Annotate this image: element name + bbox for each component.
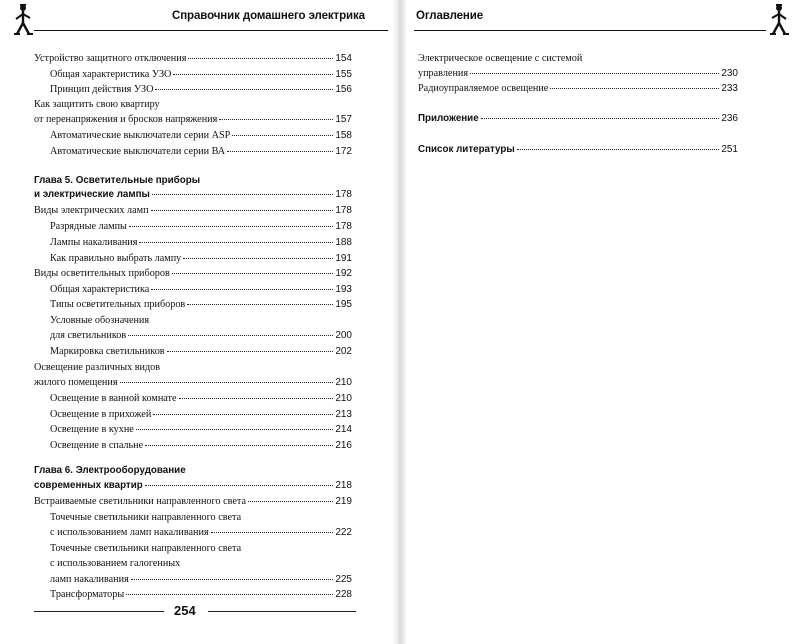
- toc-entry-page: 154: [335, 53, 352, 64]
- toc-entry-page: 192: [335, 268, 352, 279]
- toc-entry-page: 178: [335, 221, 352, 232]
- toc-entry[interactable]: [34, 376, 352, 389]
- toc-entry[interactable]: [34, 52, 352, 65]
- toc-entry[interactable]: [50, 329, 352, 342]
- toc-entry[interactable]: [50, 392, 352, 405]
- toc-entry-title: Освещение в кухне: [50, 424, 134, 435]
- toc-leader-dots: [550, 88, 719, 89]
- toc-entry-page: 251: [721, 144, 738, 155]
- toc-entry-title: Лампы накаливания: [50, 237, 138, 248]
- toc-leader-dots: [167, 351, 334, 352]
- toc-entry-page: 210: [335, 393, 352, 404]
- right-running-header: Оглавление: [416, 10, 484, 22]
- toc-entry[interactable]: [50, 345, 352, 358]
- toc-entry-page: 200: [335, 330, 352, 341]
- toc-leader-dots: [183, 258, 333, 259]
- toc-leader-dots: [153, 414, 333, 415]
- toc-entry-title: Маркировка светильников: [50, 346, 165, 357]
- toc-leader-dots: [470, 73, 719, 74]
- toc-entry-page: 202: [335, 346, 352, 357]
- toc-entry-title: Освещение в спальне: [50, 440, 144, 451]
- toc-leader-dots: [126, 594, 333, 595]
- right-page: [400, 0, 800, 644]
- toc-entry-page: 193: [335, 284, 352, 295]
- toc-entry-lead: Освещение различных видов: [34, 362, 161, 373]
- toc-leader-dots: [219, 119, 333, 120]
- toc-entry[interactable]: [34, 204, 352, 217]
- toc-entry-title: Виды электрических ламп: [34, 205, 149, 216]
- toc-entry-title: Разрядные лампы: [50, 221, 127, 232]
- toc-entry[interactable]: [418, 67, 738, 80]
- toc-entry-page: 158: [335, 130, 352, 141]
- toc-entry[interactable]: [50, 423, 352, 436]
- toc-entry-title: Список литературы: [418, 144, 515, 155]
- toc-entry-title: Как правильно выбрать лампу: [50, 253, 182, 264]
- toc-entry[interactable]: [50, 573, 352, 586]
- toc-entry-page: 218: [335, 480, 352, 491]
- toc-entry-lead: Точечные светильники направленного света: [50, 512, 242, 523]
- toc-entry[interactable]: [50, 439, 352, 452]
- toc-entry-title: с использованием ламп накаливания: [50, 527, 209, 538]
- toc-leader-dots: [129, 226, 333, 227]
- toc-entry-page: 233: [721, 83, 738, 94]
- toc-entry-page: 213: [335, 409, 352, 420]
- toc-leader-dots: [188, 58, 333, 59]
- toc-leader-dots: [248, 501, 333, 502]
- toc-entry[interactable]: [50, 298, 352, 311]
- running-man-logo-icon: [12, 4, 34, 36]
- toc-entry[interactable]: [50, 68, 352, 81]
- toc-entry[interactable]: [50, 236, 352, 249]
- toc-entry-title: жилого помещения: [34, 377, 118, 388]
- toc-entry-title: Освещение в ванной комнате: [50, 393, 177, 404]
- toc-leader-dots: [152, 194, 333, 195]
- left-header-rule: [34, 30, 388, 31]
- toc-entry[interactable]: [50, 283, 352, 296]
- footer-rule-right: [208, 611, 356, 612]
- toc-leader-dots: [131, 579, 334, 580]
- toc-entry[interactable]: [50, 408, 352, 421]
- toc-entry[interactable]: [34, 479, 352, 492]
- toc-entry-title: Типы осветительных приборов: [50, 299, 186, 310]
- toc-entry-page: 191: [335, 253, 352, 264]
- running-man-logo-icon: [768, 4, 790, 36]
- toc-entry-title: Трансформаторы: [50, 589, 125, 600]
- toc-entry-title: Общая характеристика УЗО: [50, 69, 172, 80]
- toc-entry-page: 236: [721, 113, 738, 124]
- toc-entry[interactable]: [50, 588, 352, 601]
- toc-entry[interactable]: [34, 188, 352, 201]
- toc-entry-lead: Как защитить свою квартиру: [34, 99, 160, 110]
- toc-entry-title: Освещение в прихожей: [50, 409, 152, 420]
- toc-leader-dots: [172, 273, 334, 274]
- chapter-heading: Глава 6. Электрооборудование: [34, 465, 186, 476]
- toc-entry-lead: с использованием галогенных: [50, 558, 181, 569]
- toc-entry-page: 228: [335, 589, 352, 600]
- toc-entry-title: для светильников: [50, 330, 127, 341]
- toc-entry[interactable]: [50, 252, 352, 265]
- toc-leader-dots: [227, 151, 333, 152]
- toc-leader-dots: [136, 429, 333, 430]
- toc-entry-page: 210: [335, 377, 352, 388]
- toc-entry-title: ламп накаливания: [50, 574, 129, 585]
- toc-entry[interactable]: [50, 220, 352, 233]
- page-number: 254: [174, 603, 196, 618]
- toc-entry-page: 155: [335, 69, 352, 80]
- toc-leader-dots: [151, 289, 333, 290]
- toc-entry-title: Принцип действия УЗО: [50, 84, 154, 95]
- toc-entry-title: Автоматические выключатели серии ASP: [50, 130, 231, 141]
- toc-entry[interactable]: [34, 495, 352, 508]
- toc-entry-page: 219: [335, 496, 352, 507]
- toc-entry-page: 216: [335, 440, 352, 451]
- toc-entry-page: 195: [335, 299, 352, 310]
- toc-entry[interactable]: [418, 143, 738, 156]
- toc-entry[interactable]: [50, 129, 352, 142]
- toc-entry-title: Радиоуправляемое освещение: [418, 83, 549, 94]
- toc-entry-title: Виды осветительных приборов: [34, 268, 170, 279]
- toc-leader-dots: [145, 445, 333, 446]
- toc-entry-page: 214: [335, 424, 352, 435]
- toc-entry-page: 178: [335, 205, 352, 216]
- toc-entry[interactable]: [50, 526, 352, 539]
- left-running-header: Справочник домашнего электрика: [172, 10, 365, 22]
- toc-entry-lead: Точечные светильники направленного света: [50, 543, 242, 554]
- toc-entry-page: 156: [335, 84, 352, 95]
- toc-leader-dots: [128, 335, 333, 336]
- toc-entry-title: Встраиваемые светильники направленного света: [34, 496, 246, 507]
- toc-entry-page: 172: [335, 146, 352, 157]
- toc-entry-page: 157: [335, 114, 352, 125]
- toc-leader-dots: [155, 89, 333, 90]
- toc-entry[interactable]: [418, 82, 738, 95]
- toc-leader-dots: [139, 242, 333, 243]
- toc-entry[interactable]: [50, 83, 352, 96]
- toc-leader-dots: [232, 135, 333, 136]
- toc-leader-dots: [173, 74, 333, 75]
- toc-leader-dots: [481, 118, 720, 119]
- toc-entry-title: Устройство защитного отключения: [34, 53, 187, 64]
- toc-entry[interactable]: [34, 267, 352, 280]
- toc-entry-page: 178: [335, 189, 352, 200]
- toc-entry[interactable]: [50, 145, 352, 158]
- toc-leader-dots: [187, 304, 333, 305]
- toc-entry[interactable]: [34, 113, 352, 126]
- toc-leader-dots: [145, 485, 334, 486]
- toc-entry-lead: Условные обозначения: [50, 315, 150, 326]
- toc-leader-dots: [120, 382, 334, 383]
- toc-entry-title: Приложение: [418, 113, 479, 124]
- toc-leader-dots: [151, 210, 334, 211]
- toc-entry-page: 230: [721, 68, 738, 79]
- toc-leader-dots: [179, 398, 334, 399]
- toc-entry-page: 225: [335, 574, 352, 585]
- toc-entry[interactable]: [418, 112, 738, 125]
- toc-entry-title: управления: [418, 68, 469, 79]
- toc-entry-title: Автоматические выключатели серии ВА: [50, 146, 226, 157]
- toc-entry-title: от перенапряжения и бросков напряжения: [34, 114, 218, 125]
- footer-rule-left: [34, 611, 164, 612]
- right-header-rule: [414, 30, 766, 31]
- chapter-heading: Глава 5. Осветительные приборы: [34, 175, 201, 186]
- toc-entry-page: 222: [335, 527, 352, 538]
- toc-leader-dots: [517, 149, 720, 150]
- toc-leader-dots: [211, 532, 334, 533]
- toc-entry-page: 188: [335, 237, 352, 248]
- toc-entry-title: Общая характеристика: [50, 284, 150, 295]
- toc-entry-title: и электрические лампы: [34, 189, 150, 200]
- toc-entry-lead: Электрическое освещение с системой: [418, 53, 583, 64]
- toc-entry-title: современных квартир: [34, 480, 143, 491]
